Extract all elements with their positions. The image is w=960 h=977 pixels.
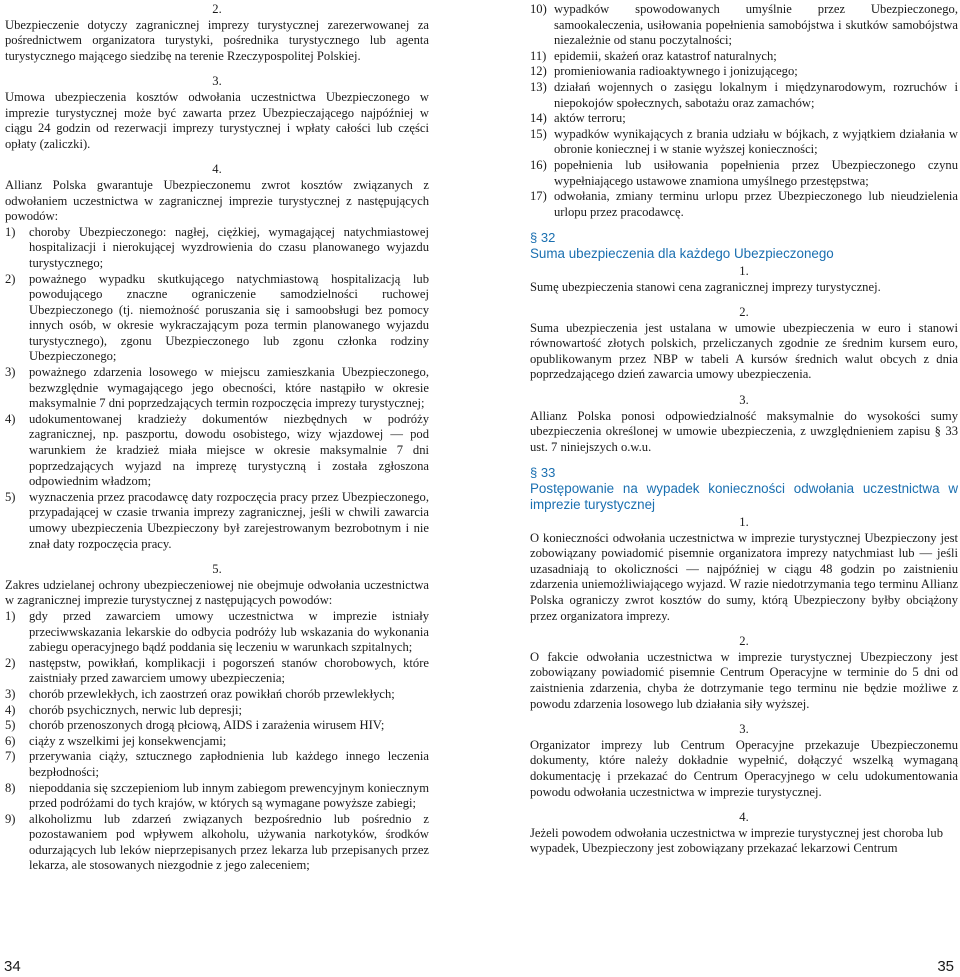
section-number: § 32 xyxy=(530,230,556,246)
section-title: Postępowanie na wypadek konieczności odwołania uczestnictwa w imprezie turystycznej xyxy=(530,481,958,513)
paragraph: Allianz Polska ponosi odpowiedzialność maksymalnie do wysokości sumy ubezpieczenia określonej w umowie ubezpieczenia, z uwzględnieniem zapisu § 33 ust. 7 niniejszych o.w.u. xyxy=(530,408,958,454)
paragraph-number: 4. xyxy=(212,162,222,177)
paragraph-5-intro: Zakres udzielanej ochrony ubezpieczeniowej nie obejmuje odwołania uczestnictwa w zagranicznej imprezie turystycznej z następujących powodów: xyxy=(5,577,429,608)
covered-reasons-list xyxy=(5,225,429,552)
list-item: 11) epidemii, skażeń oraz katastrof naturalnych; xyxy=(530,48,777,63)
list-item: 4) udokumentowanej kradzieży dokumentów niezbędnych w podróży zagranicznej, np. paszportu, dowodu osobistego, wizy wjazdowej — pod warunkiem że kradzież miała miejsce w okresie maksymalnie 7 dni poprzedzających wyjazd na imprezę turystyczną i została zgłoszona odpowiednim władzom; xyxy=(5,411,429,489)
section-title: Suma ubezpieczenia dla każdego Ubezpieczonego xyxy=(530,245,834,261)
paragraph-number: 3. xyxy=(739,722,749,737)
paragraph: Suma ubezpieczenia jest ustalana w umowie ubezpieczenia w euro i stanowi równowartość złotych polskich, przeliczanych zgodnie ze średnim kursem euro, opublikowanym przez NBP w tabeli A kursów średnich walut obcych z dnia poprzedzającego dzień zawarcia umowy ubezpieczenia. xyxy=(530,320,958,382)
paragraph-number: 4. xyxy=(739,810,749,825)
paragraph-2: Ubezpieczenie dotyczy zagranicznej imprezy turystycznej zarezerwowanej za pośrednictwem organizatora turystyki, pośrednika turystycznego lub agenta turystycznego mającego siedzibę na terenie Rzeczypospolitej Polskiej. xyxy=(5,17,429,63)
list-item: 12) promieniowania radioaktywnego i jonizującego; xyxy=(530,64,798,79)
paragraph-number: 1. xyxy=(739,515,749,530)
list-item: 6) ciąży z wszelkimi jej konsekwencjami; xyxy=(5,733,227,748)
paragraph-3: Umowa ubezpieczenia kosztów odwołania uczestnictwa Ubezpieczonego w imprezie turystycznej może być zawarta przez Ubezpieczającego najpóźniej w ciągu 24 godzin od rezerwacji imprezy turystycznej i wpłaty całości lub części opłaty (zaliczki). xyxy=(5,89,429,151)
exclusions-list xyxy=(5,609,429,874)
page-number-right: 35 xyxy=(937,958,954,976)
paragraph: Organizator imprezy lub Centrum Operacyjne przekazuje Ubezpieczonemu dokumenty, które należy dokładnie wypełnić, dołączyć wszelką wymaganą dokumentację i przekazać do Centrum Operacyjnego w celu udokumentowania powodu odwołania uczestnictwa w imprezie turystycznej. xyxy=(530,737,958,799)
list-item: 13) działań wojennych o zasięgu lokalnym i międzynarodowym, rozruchów i niepokojów społecznych, sabotażu oraz zamachów; xyxy=(530,79,958,110)
paragraph-number: 2. xyxy=(212,2,222,16)
paragraph: O konieczności odwołania uczestnictwa w imprezie turystycznej Ubezpieczony jest zobowiązany powiadomić pisemnie organizatora imprezy natychmiast lub — jeśli uzasadniają to okoliczności — najpóźniej w ciągu 48 godzin po zaistnieniu zdarzenia uniemożliwiającego wyjazd. W razie niedotrzymania tego terminu Allianz Polska ograniczy zwrot kosztów do sumy, którą Ubezpieczony byłby obciążony przez organizatora imprezy. xyxy=(530,530,958,623)
list-item: 7) przerywania ciąży, sztucznego zapłodnienia lub każdego innego leczenia bezpłodności; xyxy=(5,749,429,779)
list-item: 8) niepoddania się szczepieniom lub innym zabiegom prewencyjnym koniecznym przed podróżami do tych krajów, w których są wymagane powyższe zabiegi; xyxy=(5,780,429,811)
list-item: 14) aktów terroru; xyxy=(530,111,626,126)
list-item: 3) poważnego zdarzenia losowego w miejscu zamieszkania Ubezpieczonego, bezwzględnie wymagającego jego obecności, które nastąpiło w okresie maksymalnie 7 dni poprzedzających termin rozpoczęcia imprezy turystycznej; xyxy=(5,365,429,411)
list-item: 1) gdy przed zawarciem umowy uczestnictwa w imprezie istniały przeciwwskazania lekarskie do odbycia podróży lub wskazania do wykonania zabiegu operacyjnego bądź poddania się leczeniu w warunkach szpitalnych; xyxy=(5,608,429,655)
exclusions-list-continued xyxy=(530,2,958,220)
list-item: 2) następstw, powikłań, komplikacji i pogorszeń stanów chorobowych, które zaistniały przed zawarciem umowy ubezpieczenia; xyxy=(5,655,429,686)
list-item: 1) choroby Ubezpieczonego: nagłej, ciężkiej, wymagającej natychmiastowej hospitalizacji i nierokującej wyzdrowienia do czasu planowanego wyjazdu turystycznego; xyxy=(5,224,429,270)
paragraph: Sumę ubezpieczenia stanowi cena zagranicznej imprezy turystycznej. xyxy=(530,279,881,294)
list-item: 5) wyznaczenia przez pracodawcę daty rozpoczęcia pracy przez Ubezpieczonego, przypadającej w czasie trwania imprezy zagranicznej, jeśli w chwili zawarcia umowy ubezpieczenia Ubezpieczony był zarejestrowanym bezrobotnym i nie znał daty rozpoczęcia pracy. xyxy=(5,489,429,551)
paragraph-number: 2. xyxy=(739,634,749,649)
right-column xyxy=(530,2,958,867)
list-item: 15) wypadków wynikających z brania udziału w bójkach, z wyjątkiem działania w obronie koniecznej i w stanie wyższej konieczności; xyxy=(530,126,958,157)
paragraph-number: 1. xyxy=(739,263,749,278)
list-item: 3) chorób przewlekłych, ich zaostrzeń oraz powikłań chorób przewlekłych; xyxy=(5,686,395,701)
paragraph-4-intro: Allianz Polska gwarantuje Ubezpieczonemu zwrot kosztów związanych z odwołaniem uczestnictwa w zagranicznej imprezie turystycznej z następujących powodów: xyxy=(5,177,429,224)
list-item: 4) chorób psychicznych, nerwic lub depresji; xyxy=(5,702,242,717)
list-item: 2) poważnego wypadku skutkującego natychmiastową hospitalizacją lub powodującego znaczne ograniczenie samodzielności ruchowej Ubezpieczonego (tj. niemożność poruszania się i samoobsługi bez pomocy innych osób, w okresie wykraczającym poza termin planowanego wyjazdu turystycznego), zgonu Ubezpieczonego lub zgonu członka rodziny Ubezpieczonego; xyxy=(5,271,429,364)
paragraph: O fakcie odwołania uczestnictwa w imprezie turystycznej Ubezpieczony jest zobowiązany powiadomić pisemnie Centrum Operacyjne w terminie do 5 dni od zaistnienia zdarzenia, chyba że dotrzymanie tego terminu nie będzie możliwe z powodu zdarzenia losowego lub działania siły wyższej. xyxy=(530,649,958,711)
list-item: 5) chorób przenoszonych drogą płciową, AIDS i zarażenia wirusem HIV; xyxy=(5,718,385,733)
paragraph-number: 3. xyxy=(739,393,749,408)
page-number-left: 34 xyxy=(4,958,21,976)
list-item: 9) alkoholizmu lub zdarzeń związanych bezpośrednio lub pośrednio z pozostawaniem pod wpływem alkoholu, używania narkotyków, środków odurzających lub leków nieprzepisanych przez lekarza lub przepisanych przez lekarza, ale stosowanych niezgodnie z jego zaleceniem; xyxy=(5,811,429,873)
paragraph-number: 5. xyxy=(212,562,222,577)
paragraph-number: 2. xyxy=(739,305,749,320)
left-column xyxy=(5,2,429,884)
list-item: 17) odwołania, zmiany terminu urlopu przez Ubezpieczonego lub nieudzielenia urlopu przez pracodawcę. xyxy=(530,189,958,219)
paragraph-number: 3. xyxy=(212,74,222,89)
paragraph: Jeżeli powodem odwołania uczestnictwa w imprezie turystycznej jest choroba lub wypadek, Ubezpieczony jest zobowiązany przekazać lekarzowi Centrum xyxy=(530,825,944,856)
list-item: 10) wypadków spowodowanych umyślnie przez Ubezpieczonego, samookaleczenia, usiłowania popełnienia samobójstwa i skutków samobójstwa niezależnie od stanu poczytalności; xyxy=(530,2,958,48)
section-number: § 33 xyxy=(530,465,556,481)
list-item: 16) popełnienia lub usiłowania popełnienia przez Ubezpieczonego czynu wypełniającego ustawowe znamiona umyślnego przestępstwa; xyxy=(530,157,958,188)
